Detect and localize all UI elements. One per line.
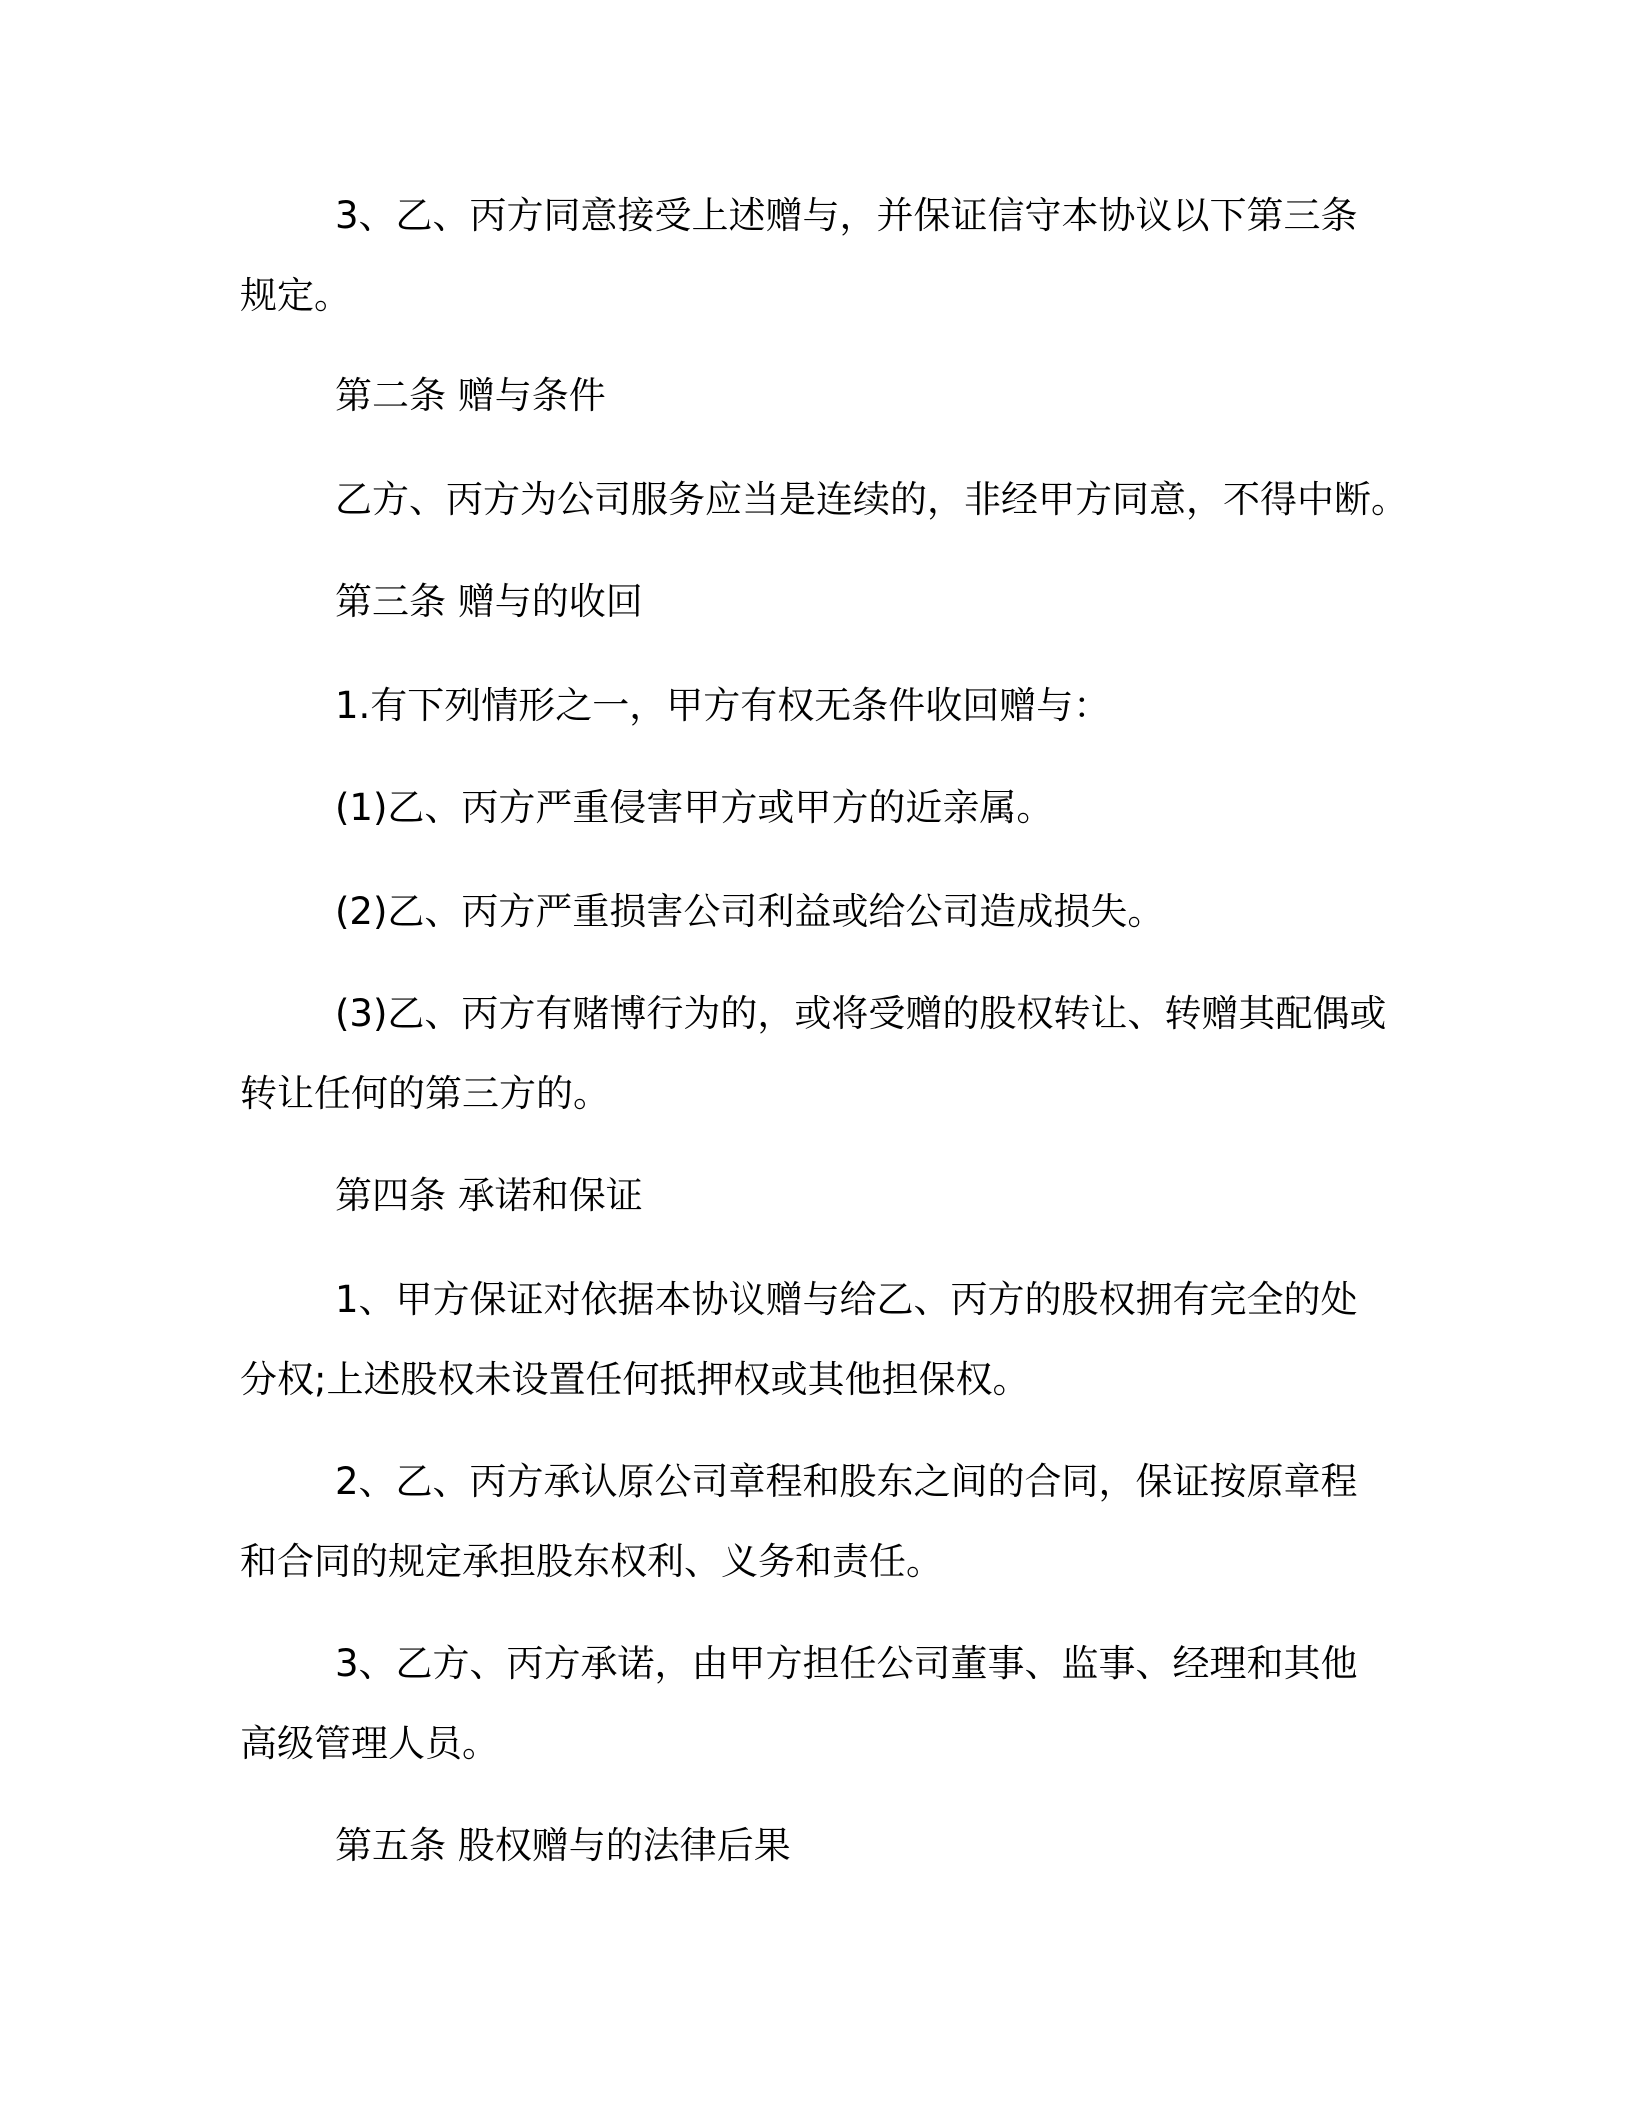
- text-line: 高级管理人员。: [240, 1722, 499, 1765]
- text-line: 1、甲方保证对依据本协议赠与给乙、丙方的股权拥有完全的处: [335, 1278, 1358, 1321]
- section-heading: 第二条 赠与条件: [335, 374, 606, 417]
- text-line: 转让任何的第三方的。: [240, 1072, 610, 1115]
- section-heading: 第五条 股权赠与的法律后果: [335, 1824, 791, 1867]
- text-line: 分权;上述股权未设置任何抵押权或其他担保权。: [240, 1358, 1030, 1401]
- text-line: 2、乙、丙方承认原公司章程和股东之间的合同，保证按原章程: [335, 1460, 1358, 1503]
- section-heading: 第四条 承诺和保证: [335, 1174, 643, 1217]
- text-line: 1.有下列情形之一，甲方有权无条件收回赠与：: [335, 684, 1111, 727]
- section-heading: 第三条 赠与的收回: [335, 580, 643, 623]
- text-line: 3、乙、丙方同意接受上述赠与，并保证信守本协议以下第三条: [335, 194, 1358, 237]
- text-line: (3)乙、丙方有赌博行为的，或将受赠的股权转让、转赠其配偶或: [335, 992, 1387, 1035]
- text-line: 3、乙方、丙方承诺，由甲方担任公司董事、监事、经理和其他: [335, 1642, 1358, 1685]
- text-line: 乙方、丙方为公司服务应当是连续的，非经甲方同意，不得中断。: [335, 478, 1408, 521]
- text-line: (2)乙、丙方严重损害公司利益或给公司造成损失。: [335, 890, 1165, 933]
- text-line: 和合同的规定承担股东权利、义务和责任。: [240, 1540, 943, 1583]
- text-line: (1)乙、丙方严重侵害甲方或甲方的近亲属。: [335, 786, 1054, 829]
- text-line: 规定。: [240, 274, 351, 317]
